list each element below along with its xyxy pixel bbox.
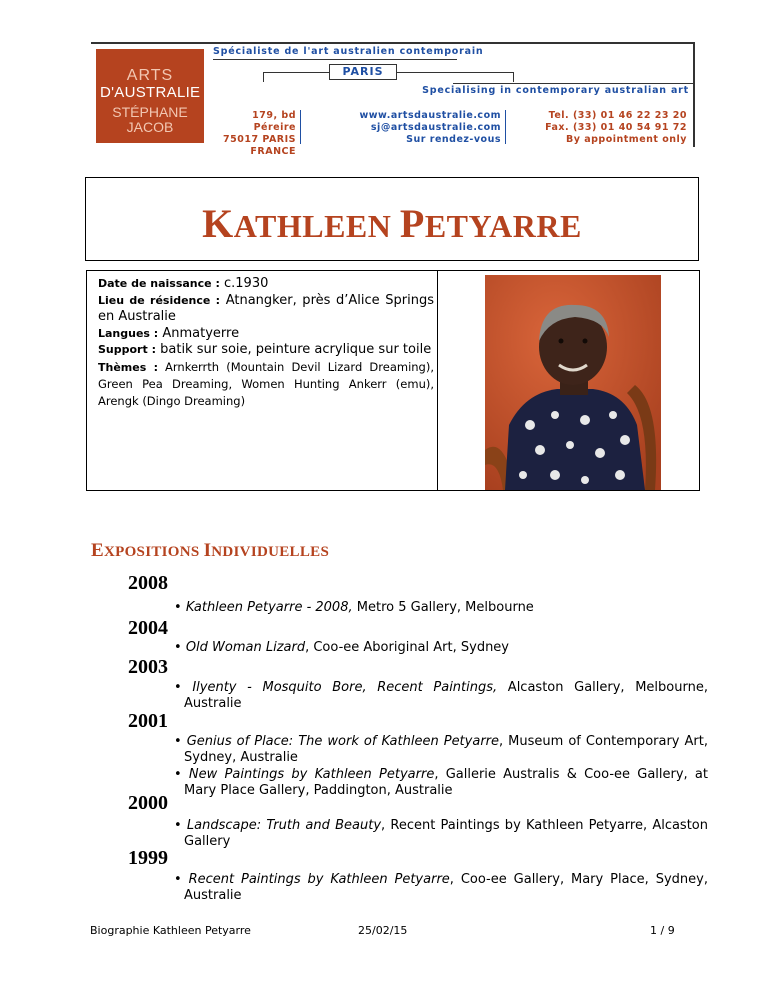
footer-page-number: 1 / 9 bbox=[650, 924, 675, 937]
divider bbox=[453, 83, 693, 84]
exhibition-title: Ilyenty - Mosquito Bore, Recent Paintings, bbox=[192, 680, 498, 695]
connector-line bbox=[397, 72, 513, 73]
divider bbox=[91, 42, 695, 44]
logo-line: D'AUSTRALIE bbox=[100, 84, 201, 101]
exhibition-venue: , Coo-ee Aboriginal Art, Sydney bbox=[305, 640, 509, 655]
address-line: 179, bd Péreire bbox=[252, 110, 296, 133]
web-contact bbox=[353, 110, 501, 146]
exhibition-entry: • New Paintings by Kathleen Petyarre, Gallerie Australis & Coo-ee Gallery, at Mary Place Gallery, Paddington, Australie bbox=[174, 767, 708, 798]
exhibition-entry: • Recent Paintings by Kathleen Petyarre, Coo-ee Gallery, Mary Place, Sydney, Australie bbox=[174, 872, 708, 903]
year-heading: 2000 bbox=[128, 792, 168, 814]
exhibition-entry: • Landscape: Truth and Beauty, Recent Paintings by Kathleen Petyarre, Alcaston Gallery bbox=[174, 818, 708, 849]
birth-label: Date de naissance : bbox=[98, 277, 220, 290]
year-heading: 2004 bbox=[128, 617, 168, 639]
phone-contact bbox=[531, 110, 687, 146]
exhibition-venue: , Museum of Contemporary Art, Sydney, Australie bbox=[184, 734, 708, 765]
phone-number: Tel. (33) 01 46 22 23 20 bbox=[548, 110, 687, 121]
footer-date: 25/02/15 bbox=[358, 924, 408, 937]
divider bbox=[693, 42, 695, 147]
artist-portrait-photo bbox=[485, 275, 661, 490]
appointment-note: By appointment only bbox=[565, 134, 687, 145]
title-box bbox=[85, 177, 699, 261]
appointment-note: Sur rendez-vous bbox=[406, 134, 501, 145]
artist-info-table bbox=[86, 270, 700, 491]
logo-line: ARTS bbox=[126, 67, 174, 84]
exhibition-title: Kathleen Petyarre - 2008, bbox=[185, 600, 353, 615]
logo-line: JACOB bbox=[126, 119, 174, 135]
footer-document-title: Biographie Kathleen Petyarre bbox=[90, 924, 251, 937]
exhibition-title: Landscape: Truth and Beauty bbox=[186, 818, 382, 833]
support-label: Support : bbox=[98, 343, 156, 356]
languages-value: Anmatyerre bbox=[162, 325, 240, 341]
title-text: ETYARRE bbox=[424, 208, 582, 244]
letterhead bbox=[91, 42, 695, 157]
title-initial: P bbox=[399, 201, 425, 246]
birth-value: c.1930 bbox=[224, 276, 269, 291]
residence-label: Lieu de résidence : bbox=[98, 293, 221, 307]
logo-line: STÉPHANE bbox=[112, 104, 188, 120]
heading-text: XPOSITIONS bbox=[103, 544, 200, 560]
artist-details bbox=[98, 276, 434, 410]
exhibition-venue: , Recent Paintings by Kathleen Petyarre, Alcaston Gallery bbox=[184, 818, 708, 849]
address-line: 75017 PARIS bbox=[223, 134, 296, 145]
residence-value: Atnangker, près d’Alice Springs en Australie bbox=[98, 292, 434, 324]
exhibition-title: Recent Paintings by Kathleen Petyarre bbox=[188, 872, 450, 887]
exhibition-venue: , Coo-ee Gallery, Mary Place, Sydney, Australie bbox=[184, 872, 708, 903]
exhibition-venue: , Gallerie Australis & Coo-ee Gallery, at Mary Place Gallery, Paddington, Australie bbox=[184, 767, 708, 798]
themes-label: Thèmes : bbox=[98, 360, 158, 374]
email-link[interactable]: sj@artsdaustralie.com bbox=[370, 122, 501, 133]
exhibition-entry: • Genius of Place: The work of Kathleen Petyarre, Museum of Contemporary Art, Sydney, Australie bbox=[174, 734, 708, 765]
exhibition-venue: Alcaston Gallery, Melbourne, Australie bbox=[184, 680, 708, 711]
connector-line bbox=[513, 72, 514, 82]
year-heading: 2008 bbox=[128, 572, 168, 594]
heading-initial: I bbox=[203, 540, 212, 561]
title-text: ATHLEEN bbox=[233, 208, 392, 244]
exhibition-title: Old Woman Lizard bbox=[185, 640, 306, 655]
year-heading: 2001 bbox=[128, 710, 168, 732]
divider bbox=[213, 59, 457, 60]
portrait-image bbox=[485, 275, 661, 490]
divider bbox=[300, 110, 301, 144]
city-label: PARIS bbox=[329, 64, 397, 80]
divider bbox=[437, 271, 438, 490]
connector-line bbox=[263, 72, 329, 73]
postal-address bbox=[206, 110, 296, 158]
divider bbox=[505, 110, 506, 144]
year-heading: 2003 bbox=[128, 656, 168, 678]
tagline-french: Spécialiste de l'art australien contemporain bbox=[213, 46, 484, 57]
languages-label: Langues : bbox=[98, 326, 159, 340]
website-link[interactable]: www.artsdaustralie.com bbox=[359, 110, 501, 121]
title-initial: K bbox=[202, 201, 234, 246]
section-heading-expositions bbox=[91, 540, 329, 562]
exhibition-title: New Paintings by Kathleen Petyarre bbox=[188, 767, 435, 782]
exhibition-entry: • Kathleen Petyarre - 2008, Metro 5 Gallery, Melbourne bbox=[174, 600, 534, 615]
fax-number: Fax. (33) 01 40 54 91 72 bbox=[545, 122, 687, 133]
connector-line bbox=[263, 72, 264, 82]
exhibition-entry: • Old Woman Lizard, Coo-ee Aboriginal Art, Sydney bbox=[174, 640, 509, 655]
gallery-logo bbox=[96, 49, 204, 143]
address-line: FRANCE bbox=[250, 146, 296, 157]
themes-value: Arnkerrth (Mountain Devil Lizard Dreaming), Green Pea Dreaming, Women Hunting Ankerr (emu), Arengk (Dingo Dreaming) bbox=[98, 359, 434, 408]
exhibition-venue: Metro 5 Gallery, Melbourne bbox=[352, 600, 534, 615]
heading-text: NDIVIDUELLES bbox=[211, 544, 330, 560]
tagline-english: Specialising in contemporary australian art bbox=[422, 85, 689, 96]
year-heading: 1999 bbox=[128, 847, 168, 869]
support-value: batik sur soie, peinture acrylique sur toile bbox=[160, 342, 432, 357]
exhibition-entry: • Ilyenty - Mosquito Bore, Recent Paintings, Alcaston Gallery, Melbourne, Australie bbox=[174, 680, 708, 711]
exhibition-title: Genius of Place: The work of Kathleen Petyarre bbox=[186, 734, 500, 749]
artist-name-title bbox=[86, 200, 698, 247]
heading-initial: E bbox=[91, 540, 104, 561]
